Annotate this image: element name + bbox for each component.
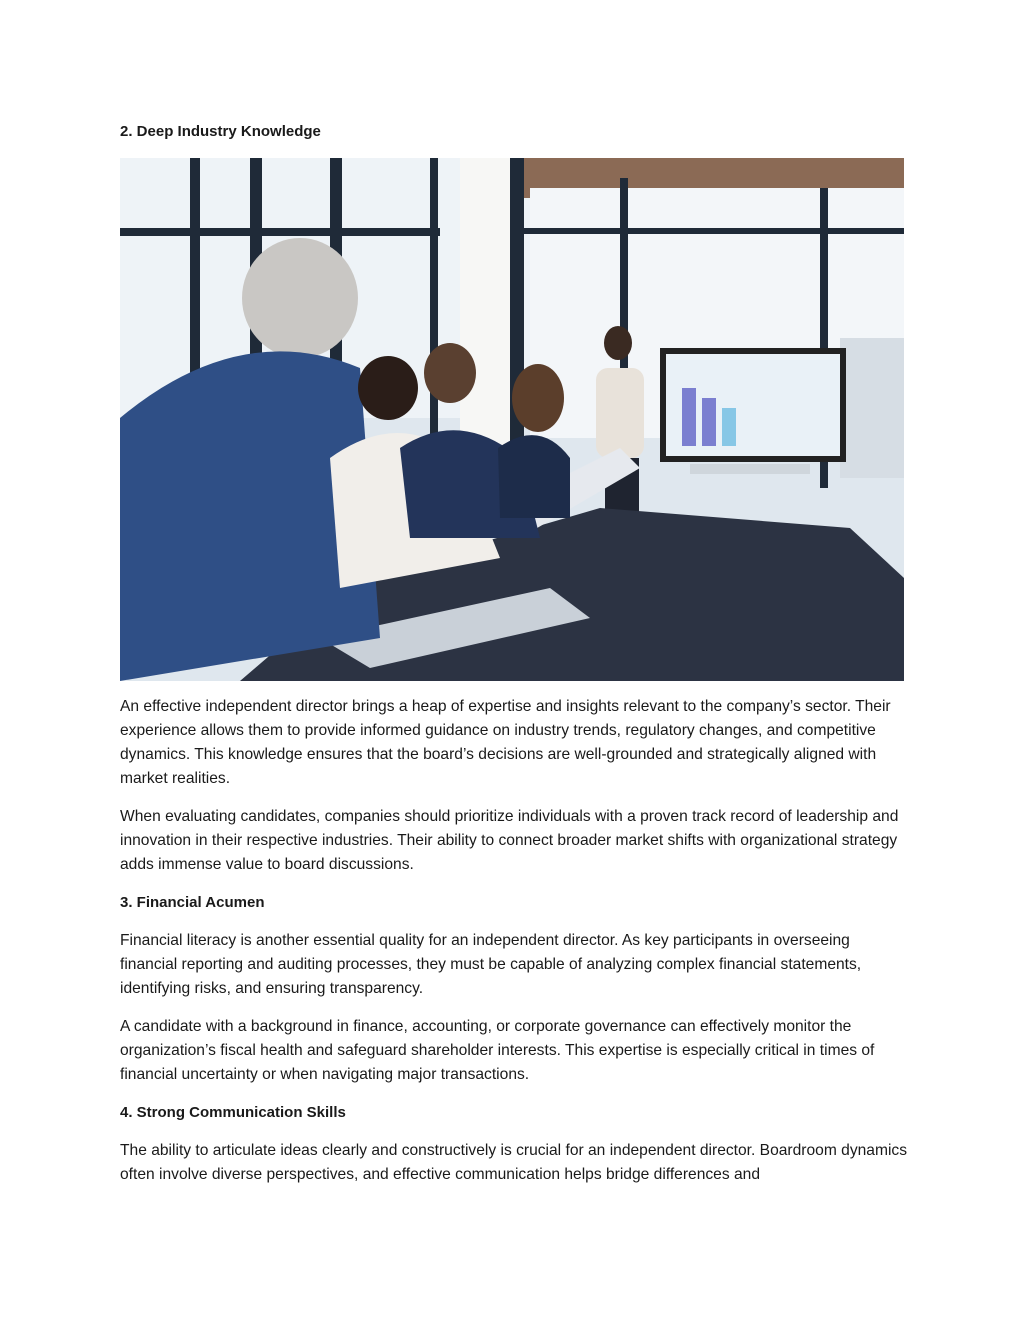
paragraph-financial-acumen-1: Financial literacy is another essential quality for an independent director. As key participants in overseeing financial reporting and auditing processes, they must be capable of analyzing complex financial statements, identifying risks, and ensuring transparency. (120, 932, 862, 997)
paragraph-industry-knowledge-2: When evaluating candidates, companies should prioritize individuals with a proven track record of leadership and innovation in their respective industries. Their ability to connect broader market shifts with organizational strategy adds immense value to board discussions. (120, 808, 899, 873)
section-heading-communication-skills: 4. Strong Communication Skills (120, 1104, 346, 1121)
boardroom-meeting-photo (120, 158, 904, 681)
paragraph-industry-knowledge-1: An effective independent director brings a heap of expertise and insights relevant to the company’s sector. Their experience allows them to provide informed guidance on industry trends, regulatory changes, and competitive dynamics. This knowledge ensures that the board’s decisions are well-grounded and strategically aligned with market realities. (120, 698, 891, 787)
section-heading-financial-acumen: 3. Financial Acumen (120, 894, 265, 911)
paragraph-financial-acumen-2: A candidate with a background in finance, accounting, or corporate governance can effectively monitor the organization’s fiscal health and safeguard shareholder interests. This expertise is especially critical in times of financial uncertainty or when navigating major transactions. (120, 1018, 875, 1083)
document-content (120, 120, 910, 1187)
section-heading-industry-knowledge: 2. Deep Industry Knowledge (120, 123, 321, 140)
paragraph-communication-skills-1: The ability to articulate ideas clearly and constructively is crucial for an independent director. Boardroom dynamics often involve diverse perspectives, and effective communication helps bridge differences and (120, 1142, 908, 1183)
